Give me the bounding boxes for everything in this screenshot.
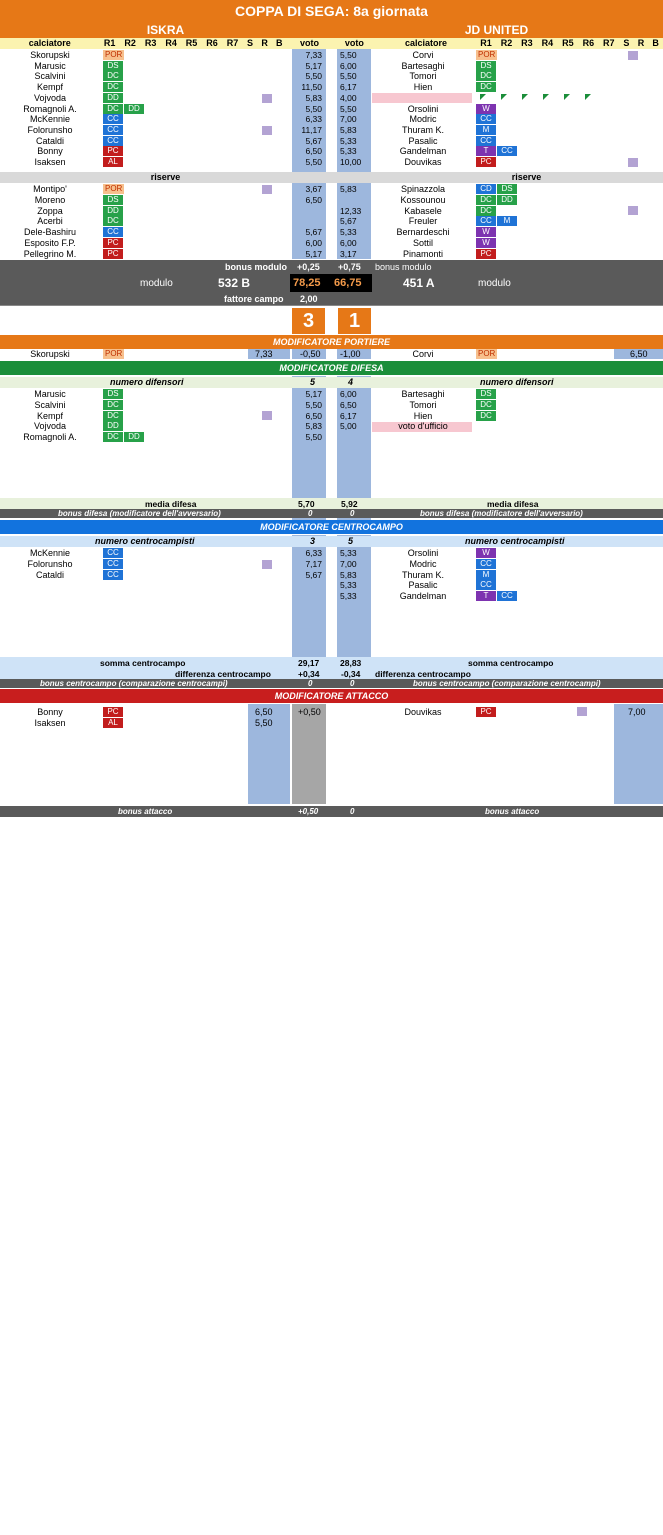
player-name: Acerbi [37,216,63,227]
role-badge: M [476,125,496,135]
team-names [0,22,663,38]
vote-value: 11,17 [301,124,322,135]
flag-icon [501,94,507,100]
header-away-r5: R5 [562,38,574,48]
centro-bonus-label-away: bonus centrocampo (comparazione centrocampi) [413,679,601,688]
centro-num-home: 3 [310,536,316,546]
bonus-box [262,185,272,194]
role-badge: CC [103,559,123,569]
vote-value: 6,17 [340,410,357,421]
vote-value: 5,17 [305,60,322,71]
vote-value: 11,50 [301,82,322,93]
flag-icon [585,94,591,100]
player-name: Cataldi [35,135,64,146]
player-name: Thuram K. [401,569,444,580]
player-name: Sottil [412,238,433,248]
centro-somma-label-away: somma centrocampo [468,657,554,668]
vote-value: 6,00 [340,389,357,399]
bonus-box [262,94,272,103]
bonus-box [262,411,272,420]
score-home: 3 [292,308,325,334]
role-badge-secondary: DD [497,195,517,205]
vote-value: 5,83 [340,184,357,194]
vote-value: 5,67 [305,227,322,238]
role-badge: PC [103,707,123,717]
vote-value: 5,50 [340,50,357,60]
player-name: Kempf [36,410,63,421]
player-name: Zoppa [37,205,63,216]
role-badge: DC [476,400,496,410]
vote-value: 5,83 [305,421,322,432]
centro-num-label-away: numero centrocampisti [465,536,565,546]
role-badge: PC [476,157,496,167]
vote-value: 5,00 [340,421,357,432]
centro-diff-label: differenza centrocampo [175,668,271,679]
keeper-away-vote: 6,50 [630,349,648,359]
player-name: Tomori [409,71,437,82]
header-away-r6: R6 [582,38,595,48]
role-badge: CC [103,136,123,146]
vote-value: 5,50 [340,103,357,114]
role-badge: DC [476,82,496,92]
centro-diff-row [0,668,663,679]
difesa-media-away: 5,92 [341,498,358,509]
vote-value: 6,17 [340,82,357,93]
role-badge: DC [103,411,123,421]
attacker-vote: 6,50 [255,707,273,717]
header-r5: R5 [185,38,198,48]
bonus-modulo-away: +0,75 [338,262,361,272]
player-name: Hien [413,82,433,93]
centro-bonus-away: 0 [350,679,355,688]
centro-bonus-label: bonus centrocampo (comparazione centrocampi) [40,679,228,688]
vote-value: 5,17 [305,389,322,399]
divider [0,305,663,306]
player-name: McKennie [29,548,71,558]
player-name: Bartesaghi [401,389,445,399]
centro-section-title: MODIFICATORE CENTROCAMPO [0,520,663,534]
vote-value: 6,00 [305,238,322,248]
player-name: Marusic [34,60,66,71]
bonus-box [628,158,638,167]
vote-value: 6,33 [305,114,322,125]
header-r1: R1 [103,38,116,48]
vote-value: 5,50 [305,432,322,443]
centro-somma-label: somma centrocampo [100,657,186,668]
vote-value: 5,50 [305,103,322,114]
centro-bonus-row [0,679,663,688]
vote-value: 10,00 [340,157,362,167]
keeper-away-mod: -1,00 [340,349,361,359]
team-home-name: ISKRA [146,23,185,37]
player-name: Pasalic [408,135,438,146]
header-away-r2: R2 [500,38,513,48]
vote-value: 5,33 [340,146,357,157]
role-badge: PC [103,238,123,248]
player-name: Isaksen [34,157,66,167]
modulo-label-away: modulo [478,277,511,289]
player-name: Kossounou [400,194,446,205]
fattore-label: fattore campo [224,293,284,304]
attacco-bonus-label: bonus attacco [118,807,173,816]
bonus-modulo-label: bonus modulo [225,262,287,272]
reserves-label-away: riserve [511,172,542,182]
header-b: B [276,38,283,48]
bonus-modulo-row [0,260,663,274]
modulo-away: 451 A [403,276,435,290]
vote-value: 5,33 [340,580,357,591]
role-badge: DS [476,61,496,71]
player-name: Vojvoda [33,92,67,103]
vote-value: 5,83 [340,124,357,135]
centro-diff-label-away: differenza centrocampo [375,668,471,679]
role-badge: DC [476,411,496,421]
vote-value: 6,50 [305,410,322,421]
keeper-away-role: POR [478,349,496,358]
flag-icon [522,94,528,100]
vote-value: 5,50 [305,399,322,410]
difesa-num-label-away: numero difensori [480,377,554,387]
bonus-box [628,51,638,60]
role-badge: PC [103,146,123,156]
role-badge-secondary: DS [497,184,517,194]
role-badge: CC [476,580,496,590]
player-name: Thuram K. [401,124,444,135]
keeper-home-vote: 7,33 [255,349,273,359]
role-badge: W [476,548,496,558]
role-badge-secondary: DD [124,104,144,114]
player-name: Bonny [37,146,63,157]
difesa-bonus-label: bonus difesa (modificatore dell'avversario) [58,509,221,518]
vote-value: 6,50 [340,399,357,410]
bonus-modulo-label-away: bonus modulo [375,262,432,272]
role-badge: AL [103,157,123,167]
player-name: Romagnoli A. [23,103,77,114]
vote-value: 5,33 [340,227,357,238]
vote-value: 5,33 [340,135,357,146]
vote-value: 5,50 [305,71,322,82]
keeper-home-role: POR [105,349,123,358]
attacco-bonus-away: 0 [350,807,355,816]
bonus-modulo-home: +0,25 [297,262,320,272]
role-badge: DC [103,216,123,226]
player-name: Bonny [37,707,63,717]
player-name: McKennie [29,114,71,125]
centro-somma-home: 29,17 [298,657,320,668]
difesa-num-away: 4 [348,377,354,387]
vote-value: 6,50 [305,194,322,205]
attacker-mod: +0,50 [298,707,321,717]
player-name: Kabasele [404,205,442,216]
role-badge: PC [476,707,496,717]
portiere-section-title: MODIFICATORE PORTIERE [0,335,663,349]
role-badge: PC [103,249,123,259]
role-badge: CC [476,559,496,569]
role-badge-secondary: M [497,216,517,226]
bonus-box [577,707,587,716]
vote-value: 6,00 [340,60,357,71]
player-name: Pellegrino M. [23,248,77,259]
header-away-s: S [623,38,630,48]
player-name: Romagnoli A. [23,432,77,443]
player-name: Spinazzola [400,184,446,194]
flag-icon [543,94,549,100]
vote-value: 4,00 [340,92,357,103]
keeper-home-mod: -0,50 [300,349,321,359]
header-away-r7: R7 [603,38,615,48]
role-badge: POR [478,50,496,59]
player-name: Pasalic [408,580,438,591]
player-name: Folorunsho [27,558,73,569]
centro-diff-away: -0,34 [341,668,361,679]
difesa-num-home: 5 [310,377,316,387]
header-r2: R2 [124,38,136,48]
player-name: Bartesaghi [401,60,445,71]
fattore-value: 2,00 [300,293,318,304]
player-name: Gandelman [399,591,447,602]
role-badge: DD [103,206,123,216]
difesa-bonus-label-away: bonus difesa (modificatore dell'avversario) [420,509,583,518]
keeper-home-name: Skorupski [30,349,70,359]
centro-subheader [0,536,663,547]
vote-office-highlight [372,93,472,103]
modulo-home: 532 B [218,276,251,290]
header-vote: voto [300,38,320,48]
header-away-r: R [637,38,645,48]
vote-value: 6,33 [305,548,322,558]
keeper-away-name: Corvi [412,349,434,359]
role-badge: DD [103,93,123,103]
player-name: Orsolini [407,103,439,114]
header-vote-away: voto [344,38,364,48]
role-badge: CC [476,136,496,146]
role-badge: DC [103,432,123,442]
centro-somma-row [0,657,663,668]
difesa-media-label: media difesa [145,498,197,509]
vote-value: 6,50 [305,146,322,157]
player-name: Tomori [409,399,437,410]
player-name: Dele-Bashiru [23,227,77,238]
player-name: Cataldi [35,569,64,580]
player-name: Skorupski [30,50,70,60]
header-r: R [261,38,268,48]
centro-somma-away: 28,83 [340,657,362,668]
header-r6: R6 [206,38,218,48]
player-name: Vojvoda [33,421,67,432]
difesa-media-home: 5,70 [298,498,315,509]
modulo-label: modulo [140,277,173,289]
vote-value: 5,50 [340,71,357,82]
role-badge: CD [476,184,496,194]
vote-value: 3,67 [305,184,322,194]
difesa-section-title: MODIFICATORE DIFESA [0,361,663,375]
header-away-r1: R1 [480,38,492,48]
centro-bonus-home: 0 [308,679,313,688]
vote-value: 5,33 [340,548,357,558]
header-r3: R3 [144,38,157,48]
vote-value: 5,17 [305,248,322,259]
difesa-bonus-row [0,509,663,518]
vote-value: 3,17 [340,248,357,259]
player-name: voto d'ufficio [398,421,448,432]
player-name: Corvi [412,50,434,60]
role-badge: DC [103,82,123,92]
difesa-bonus-away: 0 [350,509,355,518]
attacker-vote: 5,50 [255,717,273,728]
role-badge: DC [476,206,496,216]
score-away: 1 [338,308,371,334]
player-name: Freuler [408,216,438,227]
player-name: Orsolini [407,548,439,558]
role-badge: DS [103,61,123,71]
vote-value: 5,33 [340,591,357,602]
player-name: Douvikas [404,157,442,167]
role-badge: CC [103,125,123,135]
vote-value: 7,00 [340,114,357,125]
attacco-bonus-label-away: bonus attacco [485,807,540,816]
flag-icon [480,94,486,100]
player-name: Bernardeschi [396,227,450,238]
role-badge: CC [103,114,123,124]
vote-value: 5,67 [340,216,357,227]
role-badge: DC [476,195,496,205]
fattore-row [0,292,663,305]
header-away-r3: R3 [521,38,533,48]
role-badge-secondary: CC [497,146,517,156]
centro-num-label-home: numero centrocampisti [95,536,195,546]
role-badge: DS [103,389,123,399]
player-name: Isaksen [34,717,66,728]
vote-value: 5,67 [305,569,322,580]
header-player-away: calciatore [405,38,448,48]
player-name: Pinamonti [402,248,444,259]
bonus-box [628,206,638,215]
role-badge: CC [103,548,123,558]
attacco-bonus-row [0,806,663,817]
role-badge: AL [103,718,123,728]
role-badge: CC [103,570,123,580]
player-name: Scalvini [34,71,66,82]
difesa-media-row [0,498,663,509]
role-badge: CC [476,216,496,226]
role-badge: DS [103,195,123,205]
role-badge: W [476,227,496,237]
attacker-vote-away: 7,00 [628,707,646,717]
attacco-section-title: MODIFICATORE ATTACCO [0,689,663,703]
vote-value: 7,33 [305,50,322,60]
header-s: S [247,38,254,48]
away-total: 66,75 [334,277,362,289]
team-away-name: JD UNITED [464,23,529,37]
player-name: Marusic [34,389,66,399]
role-badge: POR [105,50,123,59]
player-name: Kempf [36,82,63,93]
difesa-subheader [0,377,663,388]
reserves-label-home: riserve [150,172,181,182]
vote-value: 6,00 [340,238,357,248]
header-away-r4: R4 [541,38,554,48]
player-name: Gandelman [399,146,447,157]
player-name: Folorunsho [27,124,73,135]
role-badge: DC [476,71,496,81]
role-badge: PC [476,249,496,259]
centro-diff-home: +0,34 [298,668,320,679]
player-name: Modric [409,114,437,125]
reserves-header [0,172,663,183]
role-badge-secondary: CC [497,591,517,601]
difesa-num-label-home: numero difensori [110,377,184,387]
role-badge: W [476,104,496,114]
role-badge: T [476,146,496,156]
player-name: Esposito F.P. [24,238,76,248]
bonus-box [262,126,272,135]
role-badge: CC [476,114,496,124]
player-name: Moreno [34,194,66,205]
role-badge: M [476,570,496,580]
page-title: COPPA DI SEGA: 8a giornata [0,0,663,22]
header-r7: R7 [226,38,239,48]
column-header [0,38,663,49]
role-badge: DC [103,104,123,114]
header-away-b: B [652,38,659,48]
player-name: Douvikas [404,707,442,717]
vote-value: 5,83 [340,569,357,580]
player-name: Hien [413,410,433,421]
player-name: Modric [409,558,437,569]
role-badge: CC [103,227,123,237]
vote-value: 12,33 [340,205,362,216]
vote-value: 7,00 [340,558,357,569]
centro-num-away: 5 [348,536,354,546]
attacco-bonus-home: +0,50 [298,807,319,816]
vote-value: 5,67 [305,135,322,146]
difesa-bonus-home: 0 [308,509,313,518]
player-name: Scalvini [34,399,66,410]
role-badge-secondary: DD [124,432,144,442]
vote-value: 5,50 [305,157,322,167]
header-r4: R4 [165,38,177,48]
role-badge: POR [105,184,123,193]
player-name: Montipo' [33,184,67,194]
role-badge: DC [103,400,123,410]
role-badge: DS [476,389,496,399]
role-badge: DC [103,71,123,81]
vote-value: 7,17 [305,558,322,569]
vote-value: 5,83 [305,92,322,103]
header-player: calciatore [28,38,71,48]
role-badge: DD [103,421,123,431]
flag-icon [564,94,570,100]
difesa-media-label-away: media difesa [487,498,539,509]
bonus-box [262,560,272,569]
role-badge: W [476,238,496,248]
home-total: 78,25 [293,277,321,289]
role-badge: T [476,591,496,601]
